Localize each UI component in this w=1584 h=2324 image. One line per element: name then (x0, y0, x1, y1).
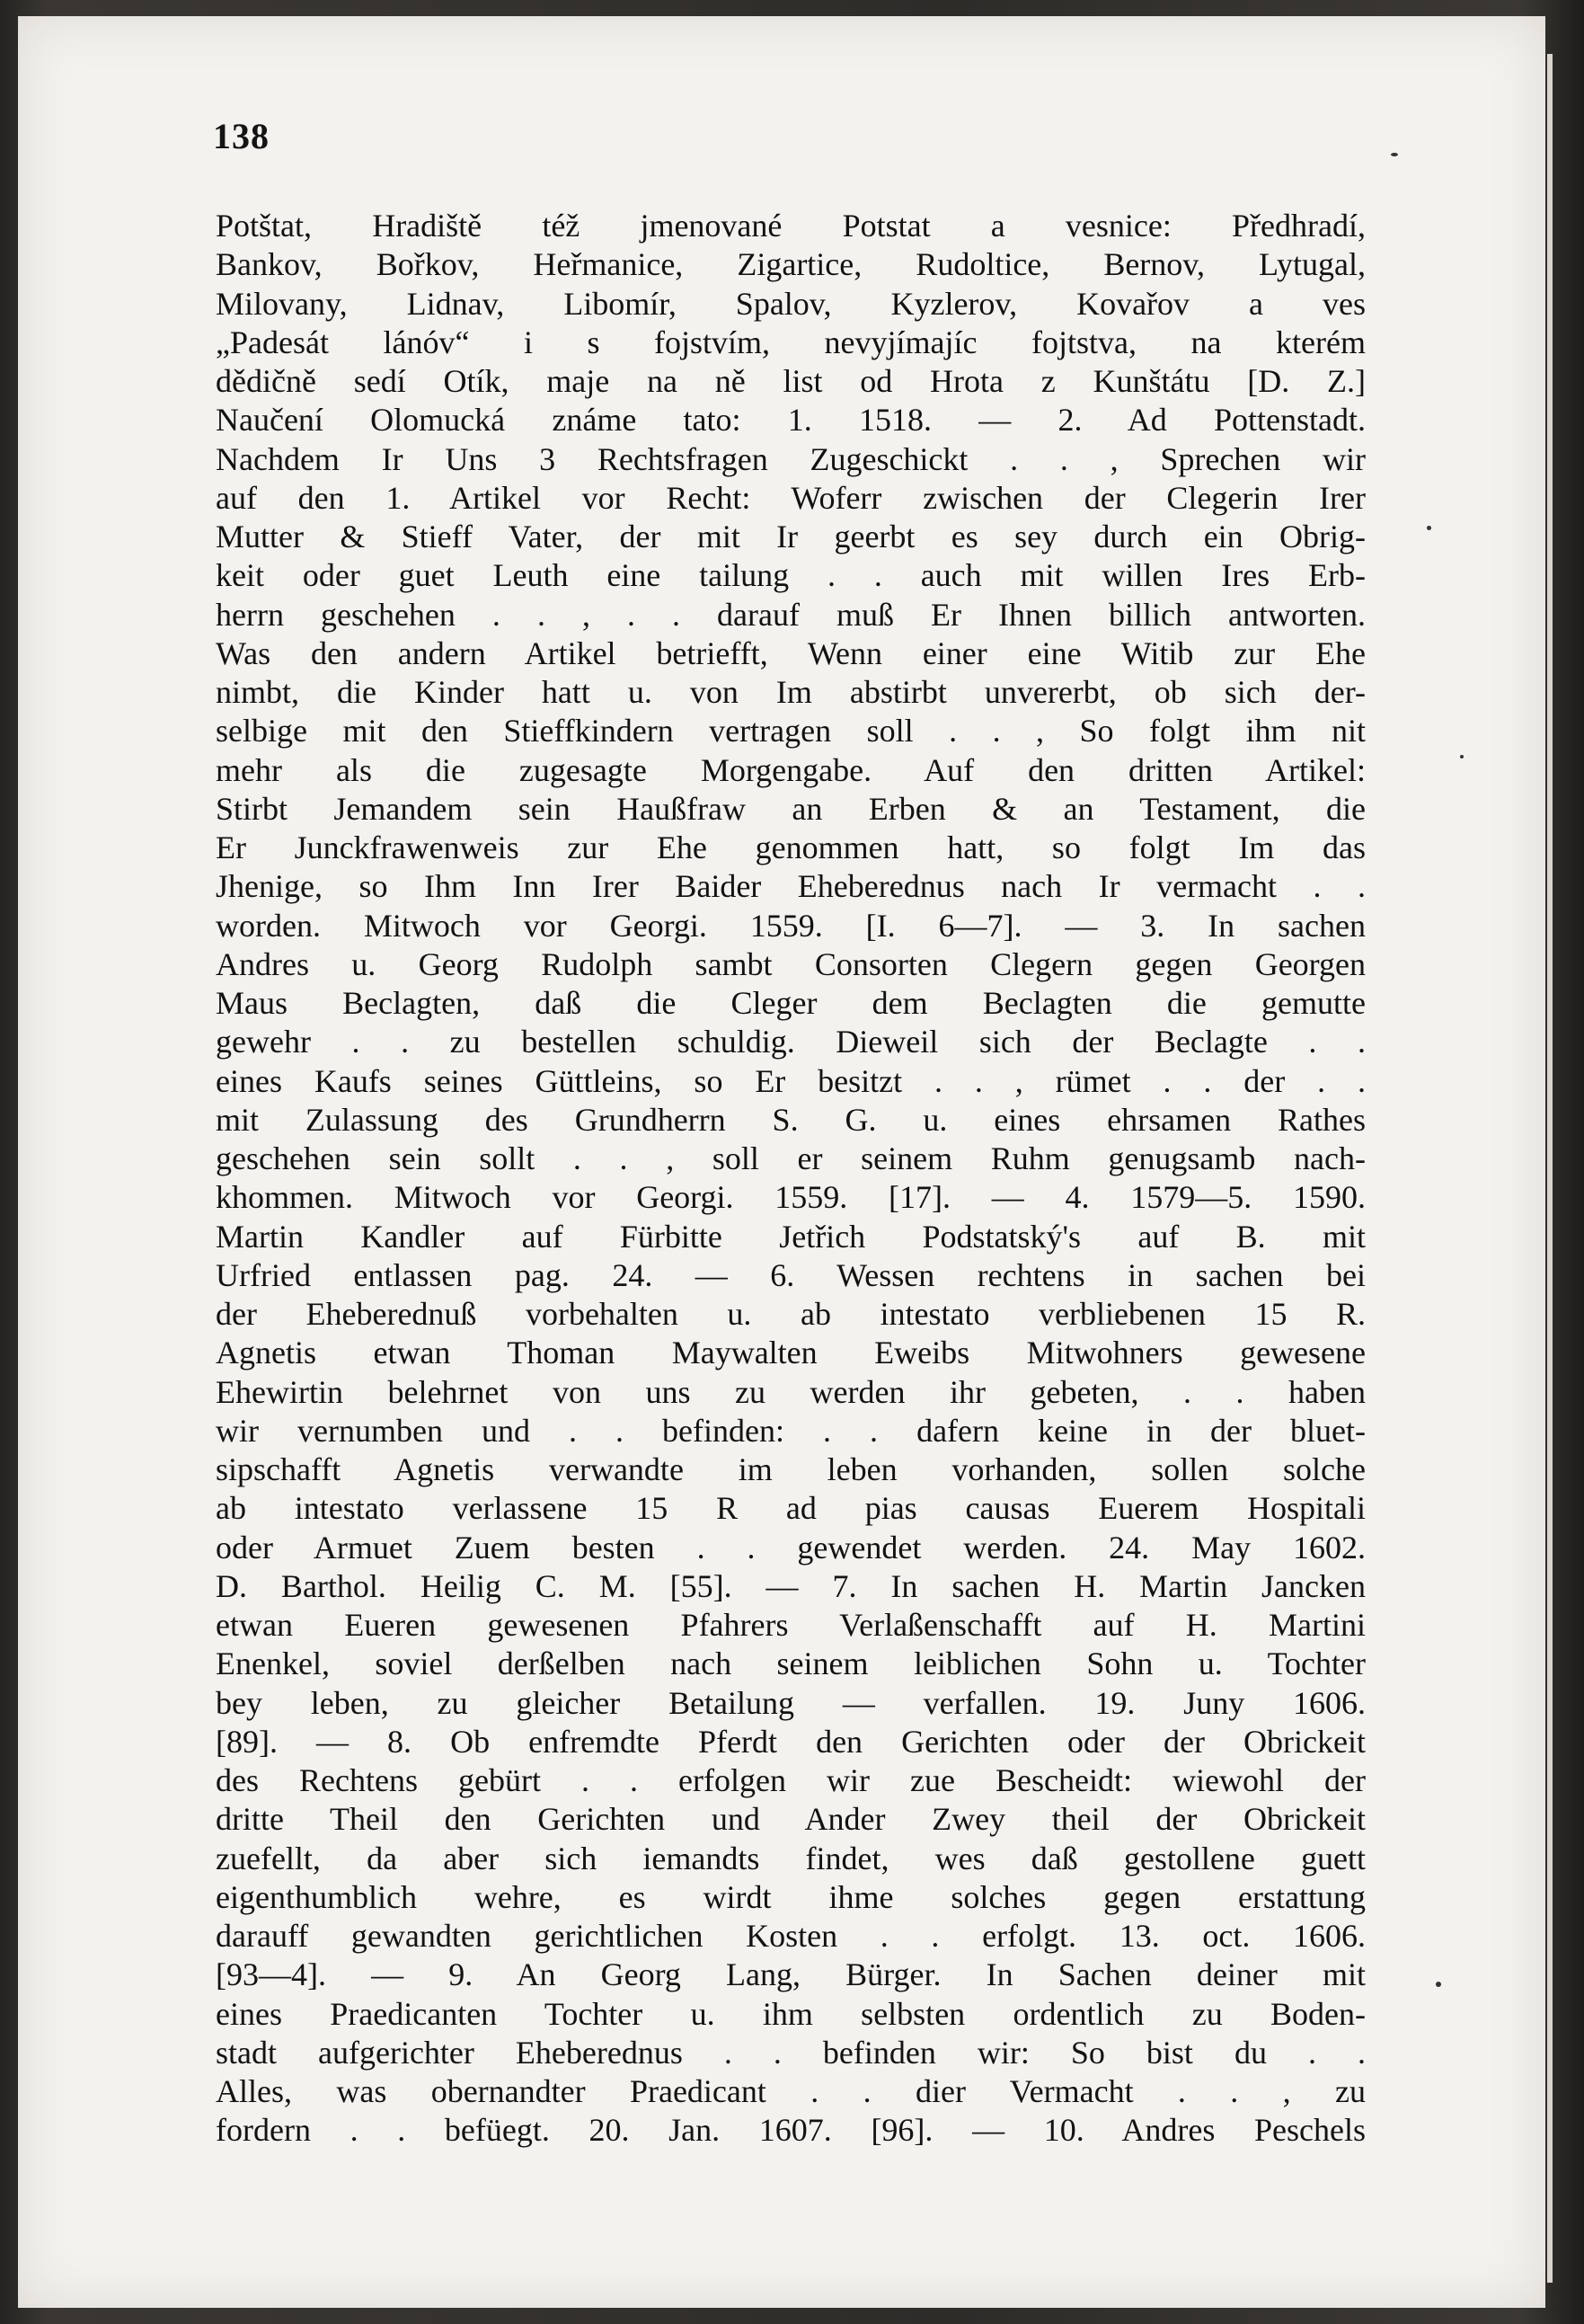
body-text (216, 207, 1366, 2151)
text-line: Milovany, Lidnav, Libomír, Spalov, Kyzlerov, Kovařov a ves (216, 285, 1366, 322)
text-line: zuefellt, da aber sich iemandts findet, wes daß gestollene guett (216, 1840, 1366, 1876)
text-line: wir vernumben und . . befinden: . . dafern keine in der bluet- (216, 1412, 1366, 1449)
text-line: Er Junckfrawenweis zur Ehe genommen hatt, so folgt Im das (216, 829, 1366, 865)
text-line: Ehewirtin belehrnet von uns zu werden ihr gebeten, . . haben (216, 1373, 1366, 1410)
text-line: Maus Beclagten, daß die Cleger dem Beclagten die gemutte (216, 985, 1366, 1021)
text-line: bey leben, zu gleicher Betailung — verfallen. 19. Juny 1606. (216, 1684, 1366, 1721)
text-line: Stirbt Jemandem sein Haußfraw an Erben & an Testament, die (216, 790, 1366, 827)
text-line: des Rechtens gebürt . . erfolgen wir zue Bescheidt: wiewohl der (216, 1762, 1366, 1798)
page-edge (1547, 54, 1553, 2283)
text-line: Mutter & Stieff Vater, der mit Ir geerbt es sey durch ein Obrig- (216, 519, 1366, 554)
text-line: Nachdem Ir Uns 3 Rechtsfragen Zugeschickt . . , Sprechen wir (216, 440, 1366, 477)
print-speck (1427, 526, 1431, 530)
text-line: Potštat, Hradiště též jmenované Potstat a vesnice: Předhradí, (216, 208, 1366, 244)
text-line: keit oder guet Leuth eine tailung . . auch mit willen Ires Erb- (216, 557, 1366, 594)
text-line: der Eheberednuß vorbehalten u. ab intestato verbliebenen 15 R. (216, 1296, 1366, 1332)
text-line: Naučení Olomucká známe tato: 1. 1518. — 2. Ad Pottenstadt. (216, 402, 1366, 439)
text-line: ab intestato verlassene 15 R ad pias causas Euerem Hospitali (216, 1490, 1366, 1527)
text-line: darauff gewandten gerichtlichen Kosten . . erfolgt. 13. oct. 1606. (216, 1918, 1366, 1954)
text-line: mit Zulassung des Grundherrn S. G. u. eines ehrsamen Rathes (216, 1101, 1366, 1138)
text-line: Bankov, Bořkov, Heřmanice, Zigartice, Rudoltice, Bernov, Lytugal, (216, 246, 1366, 283)
text-line: Jhenige, so Ihm Inn Irer Baider Eheberednus nach Ir vermacht . . (216, 868, 1366, 905)
text-line: Martin Kandler auf Fürbitte Jetřich Podstatský's auf B. mit (216, 1218, 1366, 1255)
text-line: auf den 1. Artikel vor Recht: Woferr zwischen der Clegerin Irer (216, 479, 1366, 516)
print-speck (1436, 1982, 1441, 1987)
text-line: mehr als die zugesagte Morgengabe. Auf den dritten Artikel: (216, 751, 1366, 788)
text-line: Was den andern Artikel betriefft, Wenn einer eine Witib zur Ehe (216, 634, 1366, 671)
text-line: Alles, was obernandter Praedicant . . dier Vermacht . . , zu (216, 2073, 1366, 2109)
text-line: eines Kaufs seines Güttleins, so Er besitzt . . , rümet . . der . . (216, 1062, 1366, 1099)
text-line: D. Barthol. Heilig C. M. [55]. — 7. In sachen H. Martin Jancken (216, 1567, 1366, 1604)
text-line: Urfried entlassen pag. 24. — 6. Wessen rechtens in sachen bei (216, 1256, 1366, 1293)
print-speck (1460, 755, 1464, 758)
text-line: eigenthumblich wehre, es wirdt ihme solches gegen erstattung (216, 1878, 1366, 1915)
text-line: Enenkel, soviel derßelben nach seinem leiblichen Sohn u. Tochter (216, 1645, 1366, 1682)
text-line: [93—4]. — 9. An Georg Lang, Bürger. In Sachen deiner mit (216, 1956, 1366, 1993)
text-line: herrn geschehen . . , . . darauf muß Er Ihnen billich antworten. (216, 596, 1366, 633)
text-line: Andres u. Georg Rudolph sambt Consorten Clegern gegen Georgen (216, 945, 1366, 982)
text-line: dritte Theil den Gerichten und Ander Zwey theil der Obrickeit (216, 1801, 1366, 1838)
print-speck (1391, 153, 1398, 156)
text-line: khommen. Mitwoch vor Georgi. 1559. [17]. — 4. 1579—5. 1590. (216, 1179, 1366, 1216)
text-line: dědičně sedí Otík, maje na ně list od Hrota z Kunštátu [D. Z.] (216, 363, 1366, 399)
text-line: oder Armuet Zuem besten . . gewendet werden. 24. May 1602. (216, 1529, 1366, 1566)
text-line: selbige mit den Stieffkindern vertragen soll . . , So folgt ihm nit (216, 713, 1366, 750)
text-line: [89]. — 8. Ob enfremdte Pferdt den Gerichten oder der Obrickeit (216, 1723, 1366, 1760)
text-line: eines Praedicanten Tochter u. ihm selbsten ordentlich zu Boden- (216, 1995, 1366, 2032)
text-line: geschehen sein sollt . . , soll er seinem Ruhm genugsamb nach- (216, 1140, 1366, 1176)
text-line: sipschafft Agnetis verwandte im leben vorhanden, sollen solche (216, 1451, 1366, 1487)
text-line: fordern . . befüegt. 20. Jan. 1607. [96]. — 10. Andres Peschels (216, 2112, 1366, 2149)
page-number: 138 (213, 116, 270, 156)
text-line: worden. Mitwoch vor Georgi. 1559. [I. 6—7]. — 3. In sachen (216, 907, 1366, 944)
text-line: nimbt, die Kinder hatt u. von Im abstirbt unvererbt, ob sich der- (216, 674, 1366, 710)
text-line: gewehr . . zu bestellen schuldig. Dieweil sich der Beclagte . . (216, 1024, 1366, 1060)
text-line: etwan Eueren gewesenen Pfahrers Verlaßenschafft auf H. Martini (216, 1607, 1366, 1643)
text-line: stadt aufgerichter Eheberednus . . befinden wir: So bist du . . (216, 2034, 1366, 2071)
text-line: „Padesát lánóv“ i s fojstvím, nevyjímajíc fojtstva, na kterém (216, 324, 1366, 360)
text-line: Agnetis etwan Thoman Maywalten Eweibs Mitwohners gewesene (216, 1335, 1366, 1371)
